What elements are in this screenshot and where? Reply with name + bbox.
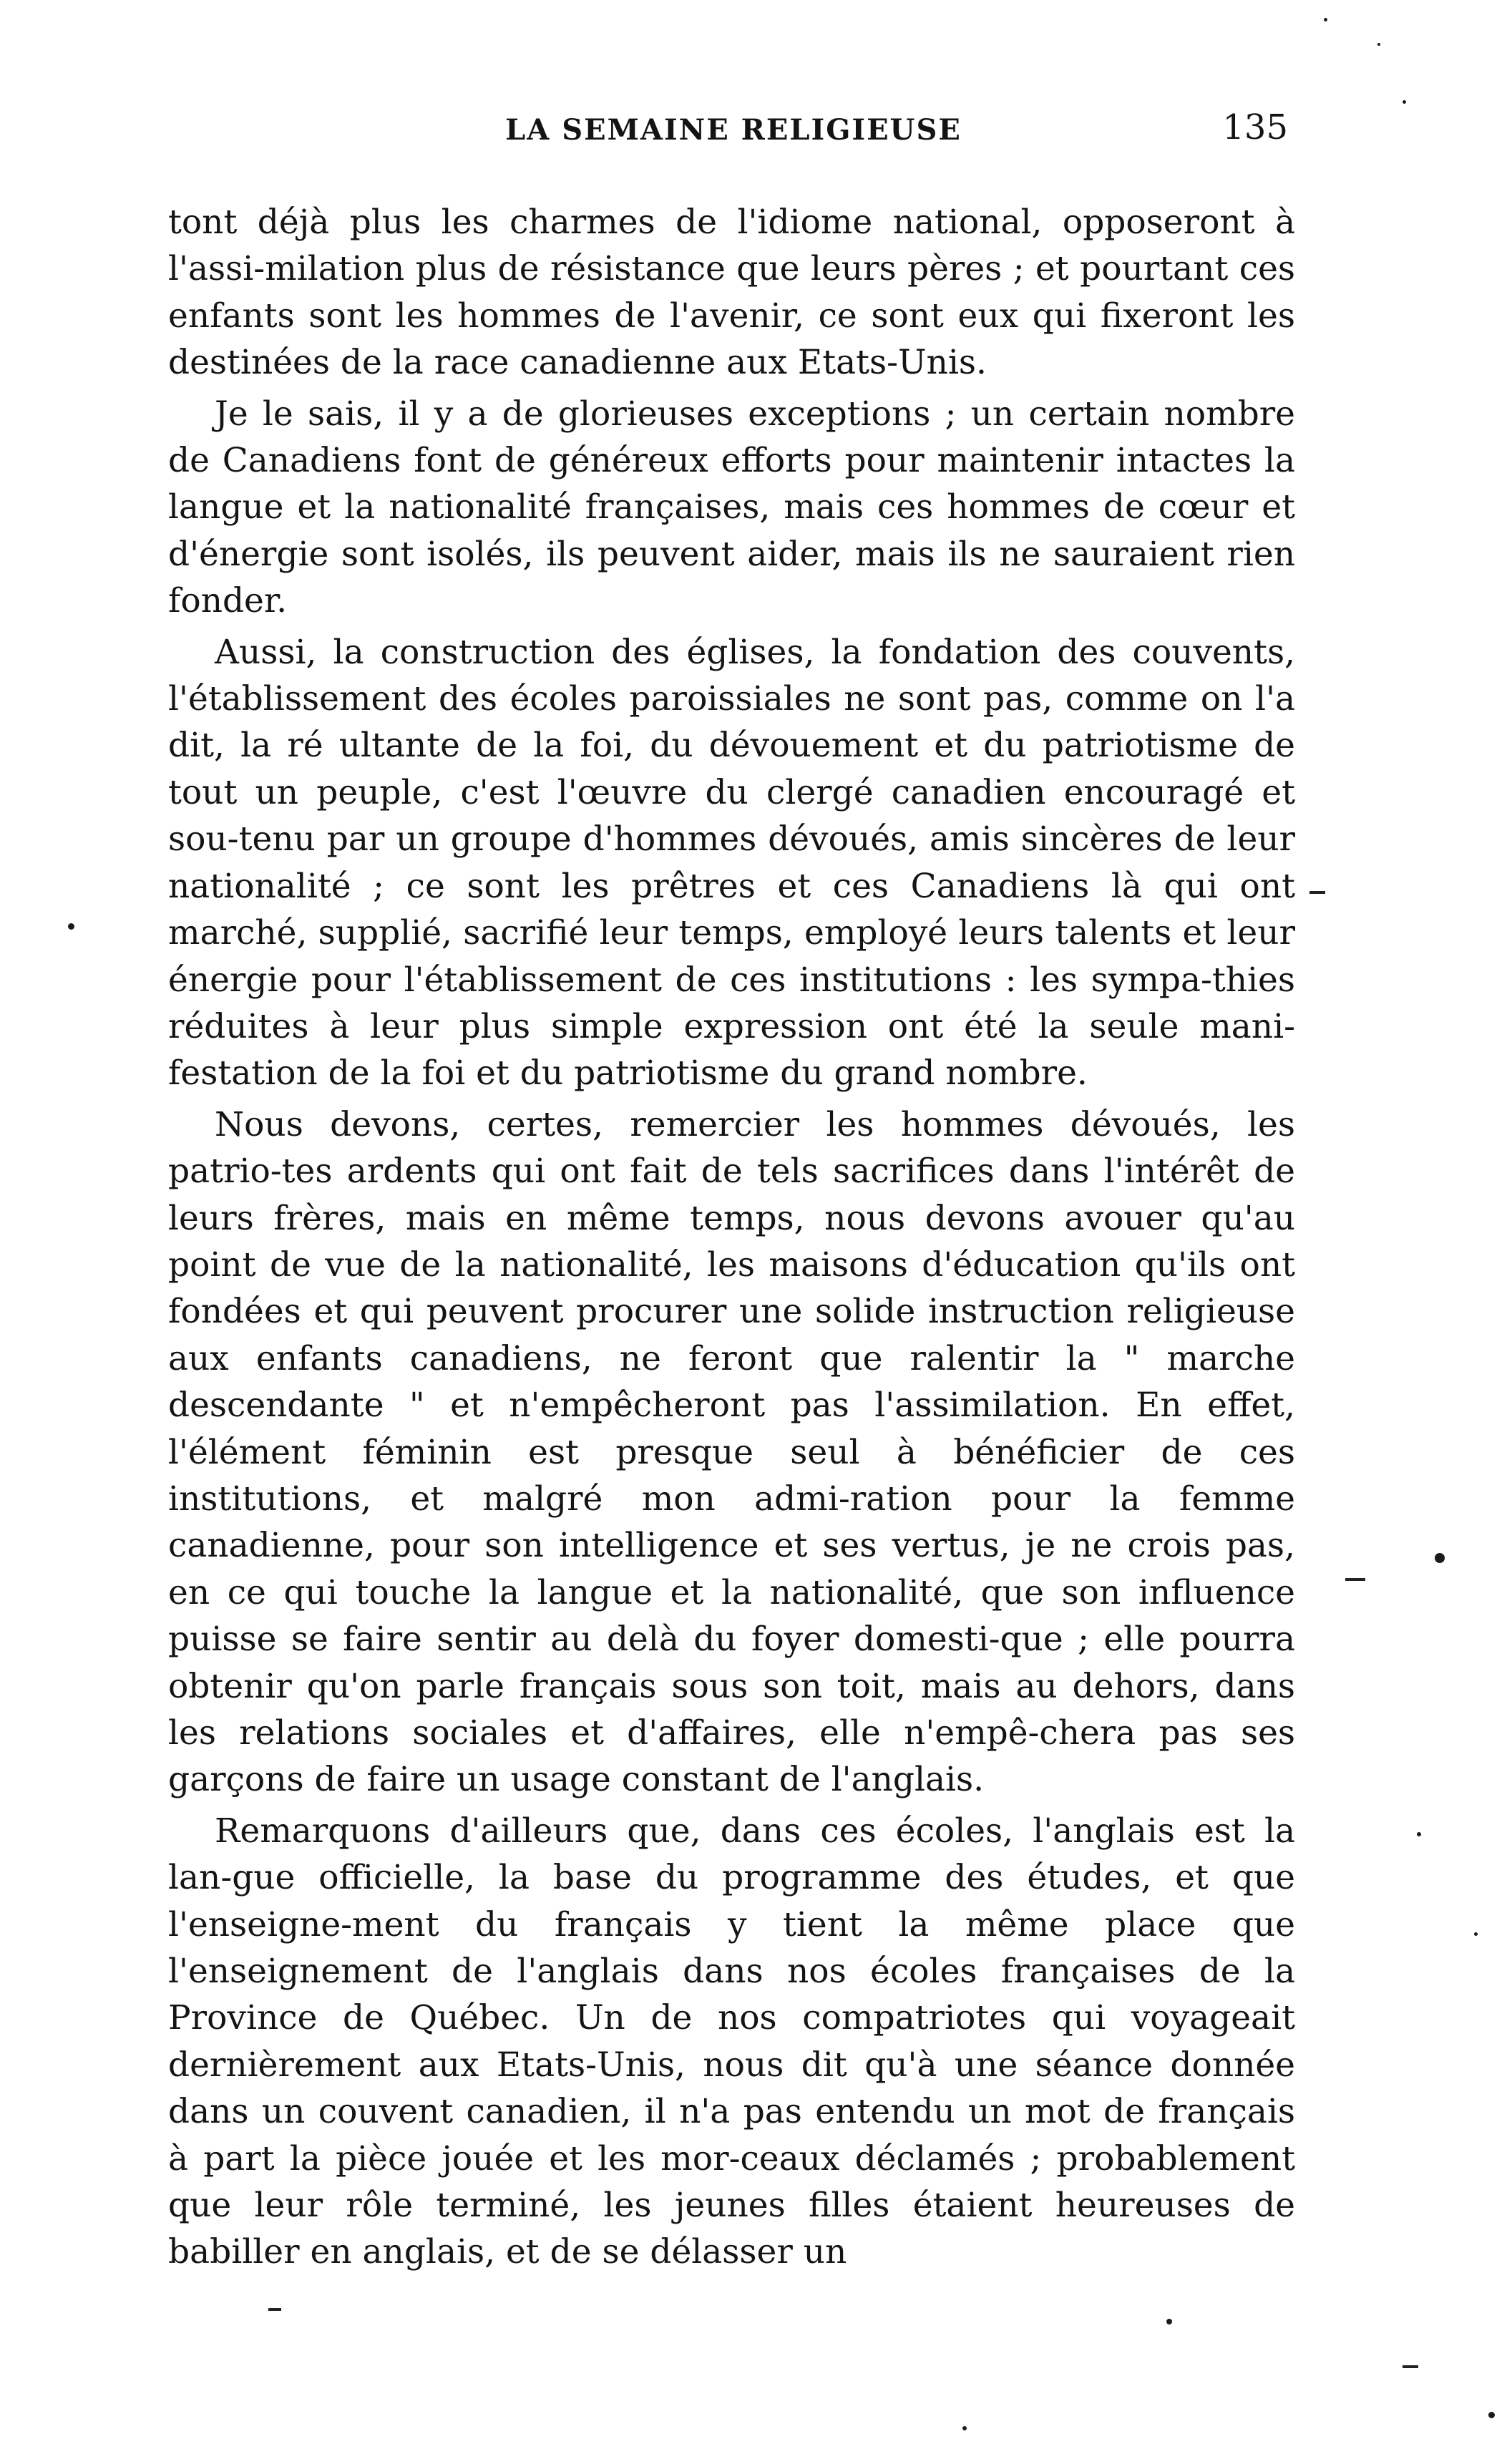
scan-speck [1488, 2412, 1495, 2418]
paragraph-5: Remarquons d'ailleurs que, dans ces écoles, l'anglais est la lan-gue officielle, la base du programme des études, et que l'enseigne-ment du français y tient la même place que l'enseignement de l'anglais dans nos écoles françaises de la Province de Québec. Un de nos compatriotes qui voyageait dernièrement aux Etats-Unis, nous dit qu'à une séance donnée dans un couvent canadien, il n'a pas entendu un mot de français à part la pièce jouée et les mor-ceaux déclamés ; probablement que leur rôle terminé, les jeunes filles étaient heureuses de babiller en anglais, et de se délasser un [168, 1811, 1295, 2272]
scan-mark [1403, 2365, 1418, 2368]
page-number: 135 [1222, 107, 1288, 147]
scan-speck [1417, 1832, 1421, 1836]
paragraph-1-continuation: tont déjà plus les charmes de l'idiome national, opposeront à l'assi-milation plus de résistance que leurs pères ; et pourtant ces enfants sont les hommes de l'avenir, ce sont eux qui fixeront les destinées de la race canadienne aux Etats-Unis. [168, 203, 1295, 383]
scan-mark [1309, 891, 1325, 894]
scan-speck [1435, 1553, 1445, 1563]
scan-speck [1324, 18, 1327, 21]
scan-speck [1403, 100, 1406, 104]
scan-speck [1377, 43, 1380, 46]
paragraph-4: Nous devons, certes, remercier les hommes dévoués, les patrio-tes ardents qui ont fait de tels sacrifices dans l'intérêt de leurs frères, mais en même temps, nous devons avouer qu'au point de vue de la nationalité, les maisons d'éducation qu'ils ont fondées et qui peuvent procurer une solide instruction religieuse aux enfants canadiens, ne feront que ralentir la " marche descendante " et n'empêcheront pas l'assimilation. En effet, l'élément féminin est presque seul à bénéficier de ces institutions, et malgré mon admi-ration pour la femme canadienne, pour son intelligence et ses vertus, je ne crois pas, en ce qui touche la langue et la nationalité, que son influence puisse se faire sentir au delà du foyer domesti-que ; elle pourra obtenir qu'on parle français sous son toit, mais au dehors, dans les relations sociales et d'affaires, elle n'empê-chera pas ses garçons de faire un usage constant de l'anglais. [168, 1104, 1295, 1800]
paragraph-2: Je le sais, il y a de glorieuses exceptions ; un certain nombre de Canadiens font de généreux efforts pour maintenir intactes la langue et la nationalité françaises, mais ces hommes de cœur et d'énergie sont isolés, ils peuvent aider, mais ils ne sauraient rien fonder. [168, 394, 1295, 621]
running-header [179, 107, 1288, 165]
scan-speck [962, 2426, 967, 2430]
scan-mark [268, 2308, 281, 2311]
scan-speck [68, 923, 74, 930]
scan-speck [1474, 1932, 1478, 1936]
body-text [168, 199, 1295, 2382]
paragraph-3: Aussi, la construction des églises, la fondation des couvents, l'établissement des écoles paroissiales ne sont pas, comme on l'a dit, la ré ultante de la foi, du dévouement et du patriotisme de tout un peuple, c'est l'œuvre du clergé canadien encouragé et sou-tenu par un groupe d'hommes dévoués, amis sincères de leur nationalité ; ce sont les prêtres et ces Canadiens là qui ont marché, supplié, sacrifié leur temps, employé leurs talents et leur énergie pour l'établissement de ces institutions : les sympa-thies réduites à leur plus simple expression ont été la seule mani-festation de la foi et du patriotisme du grand nombre. [168, 632, 1295, 1094]
scan-mark [1345, 1578, 1365, 1581]
running-title: LA SEMAINE RELIGIEUSE [505, 113, 962, 147]
scan-speck [1166, 2319, 1172, 2324]
